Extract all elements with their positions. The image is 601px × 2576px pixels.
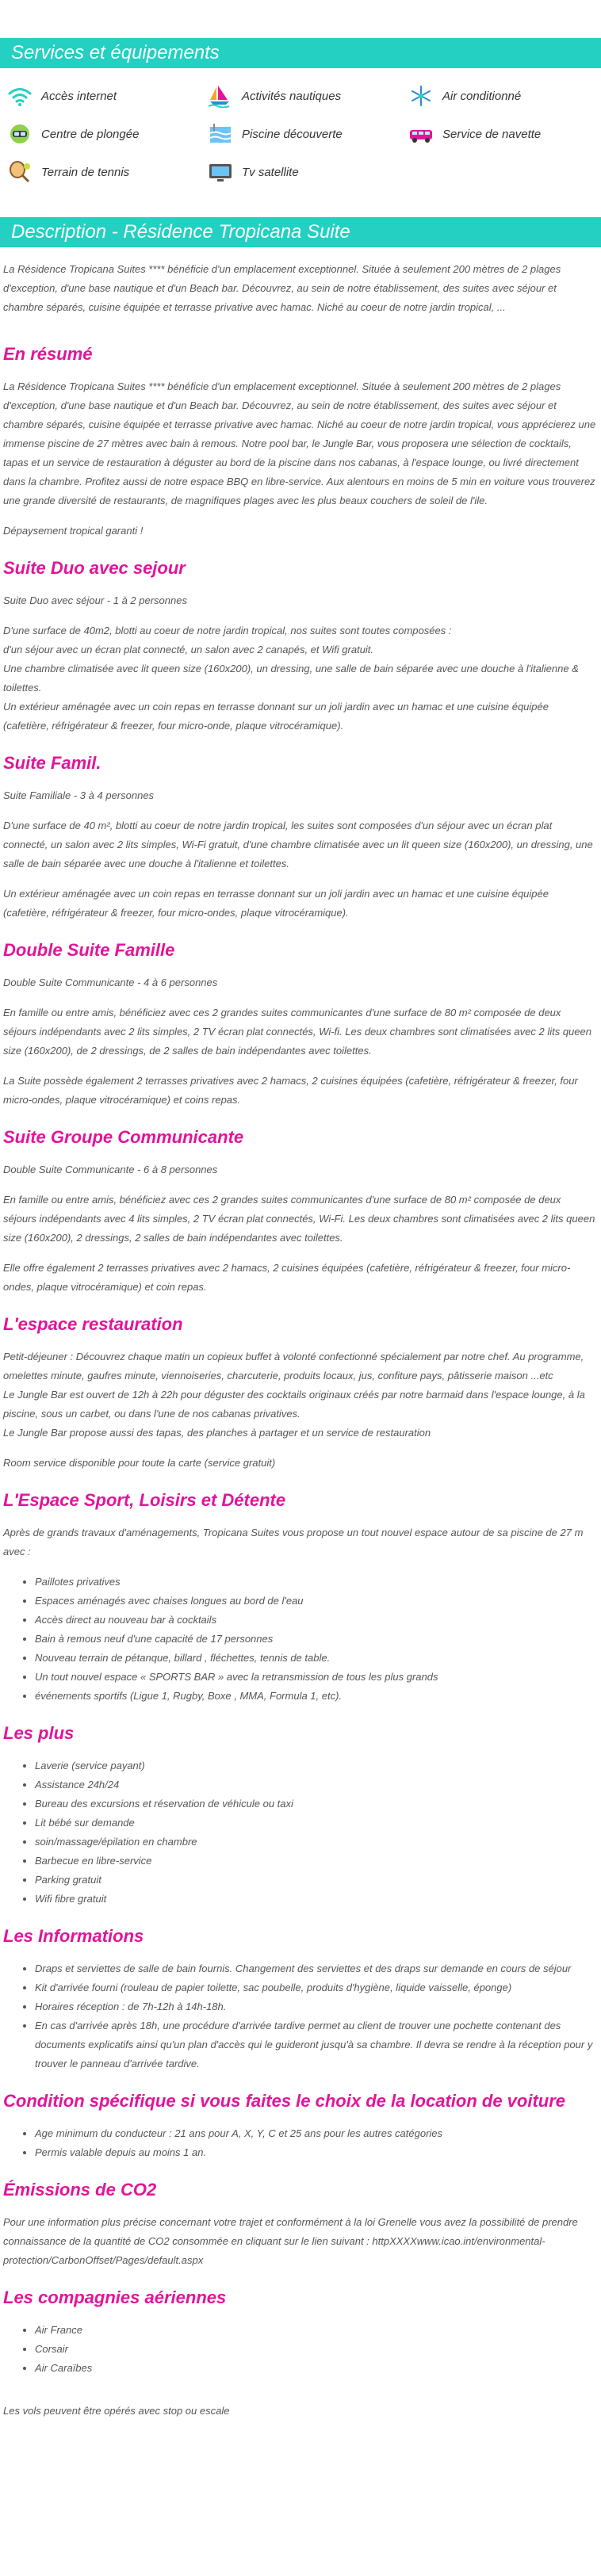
- service-item: [408, 122, 601, 146]
- services-banner: Services et équipements: [0, 38, 601, 68]
- paragraph-line: Un extérieur aménagée avec un coin repas en terrasse donnant sur un joli jardin avec un hamac et une cuisine équipée (cafetière, réfrigérateur & freezer, four micro-onde, plaque vitrocéramique).: [3, 701, 549, 732]
- diving-icon: [6, 122, 33, 146]
- section-suite-famil: [3, 751, 596, 923]
- paragraph-line: Le Jungle Bar est ouvert de 12h à 22h pour déguster des cocktails originaux créés par notre barmaid dans l'espace lounge, à la piscine, sous un carbet, ou dans l'une de nos cabanas privatives.: [3, 1389, 585, 1420]
- paragraph: D'une surface de 40 m², blotti au coeur de notre jardin tropical, les suites sont composées d'un séjour avec un écran plat connecté, un salon avec 2 lits simples, Wi-Fi gratuit, d'une chambre climatisée avec un lit queen size (160x200), un dressing, une salle de bain séparée avec une douche à l'italienne et toilettes.: [3, 820, 593, 869]
- list-item: • Air France: [35, 2321, 596, 2340]
- list-item: • Age minimum du conducteur : 21 ans pour A, X, Y, C et 25 ans pour les autres catégories: [35, 2124, 596, 2143]
- service-item: [207, 122, 408, 146]
- snowflake-icon: [408, 84, 434, 108]
- paragraph-line: Petit-déjeuner : Découvrez chaque matin un copieux buffet à volonté confectionné spécialement par notre chef. Au programme, omelettes minute, gaufres minute, viennoiseries, charcuterie, produits locaux, jus, confiture pays, pâtisserie maison ...etc: [3, 1351, 584, 1382]
- section-les-plus: [3, 1722, 596, 1909]
- list-item: • Air Caraïbes: [35, 2359, 596, 2378]
- list-item: • Barbecue en libre-service: [35, 1852, 596, 1871]
- service-label: Tv satellite: [242, 165, 299, 179]
- section-title: Suite Famil.: [3, 753, 101, 773]
- paragraph: Room service disponible pour toute la carte (service gratuit): [3, 1457, 276, 1469]
- section-title: Émissions de CO2: [3, 2180, 157, 2200]
- section-title: Les plus: [3, 1723, 75, 1743]
- paragraph-line: D'une surface de 40m2, blotti au coeur de notre jardin tropical, nos suites sont toutes composées :: [3, 625, 452, 636]
- paragraph: La Résidence Tropicana Suites **** bénéficie d'un emplacement exceptionnel. Située à seulement 200 mètres de 2 plages d'exception, d'une base nautique et d'un Beach bar. Découvrez, au sein de notre établissement, des suites avec séjour et chambre séparés, cuisine équipée et terrasse privative avec hamac. Niché au coeur de notre jardin tropical, vous apprécierez une immense piscine de 27 mètres avec bain à remous. Notre pool bar, le Jungle Bar, vous proposera une sélection de cocktails, tapas et un service de restauration à déguster au bord de la piscine dans nos cabanas, à l'espace lounge, ou livré directement dans la chambre. Profitez aussi de notre espace BBQ en libre-service. Aux alentours en moins de 5 min en voiture vous trouverez une grande diversité de restaurants, de magnifiques plages avec les plus beaux couchers de soleil de l'ile.: [3, 380, 596, 506]
- list-item: • Horaires réception : de 7h-12h à 14h-18h.: [35, 1997, 596, 2016]
- list-item: • Nouveau terrain de pétanque, billard , fléchettes, tennis de table.: [35, 1649, 596, 1668]
- description-banner: Description - Résidence Tropicana Suite: [0, 217, 601, 247]
- section-voiture: [3, 2089, 596, 2162]
- service-label: Terrain de tennis: [41, 165, 130, 179]
- list-item: • Draps et serviettes de salle de bain fournis. Changement des serviettes et des draps sur demande en cours de séjour: [35, 1959, 596, 1978]
- section-suite-groupe: [3, 1126, 596, 1297]
- section-title: Les compagnies aériennes: [3, 2287, 227, 2307]
- list-item: • Wifi fibre gratuit: [35, 1890, 596, 1909]
- section-sport: [3, 1489, 596, 1706]
- footer-note: Les vols peuvent être opérés avec stop ou escale: [3, 2405, 230, 2417]
- list-item: • Espaces aménagés avec chaises longues au bord de l'eau: [35, 1592, 596, 1611]
- section-title: Double Suite Famille: [3, 940, 175, 960]
- compagnies-list: [3, 2321, 596, 2378]
- list-item: • Lit bébé sur demande: [35, 1814, 596, 1833]
- section-compagnies: [3, 2286, 596, 2378]
- service-label: Service de navette: [442, 127, 542, 141]
- list-item: • Un tout nouvel espace « SPORTS BAR » avec la retransmission de tous les plus grands: [35, 1668, 596, 1687]
- informations-list: [3, 1959, 596, 2073]
- list-item: • Permis valable depuis au moins 1 an.: [35, 2143, 596, 2162]
- list-item: • Kit d'arrivée fourni (rouleau de papier toilette, sac poubelle, produits d'hygiène, liquide vaisselle, éponge): [35, 1978, 596, 1997]
- section-title: Suite Duo avec sejour: [3, 558, 186, 578]
- list-item: • Parking gratuit: [35, 1871, 596, 1890]
- service-item: [408, 84, 601, 108]
- service-item: [6, 122, 207, 146]
- service-item: [207, 84, 408, 108]
- list-item: • Accès direct au nouveau bar à cocktails: [35, 1611, 596, 1630]
- paragraph: Dépaysement tropical garanti !: [3, 525, 144, 537]
- section-subtitle: Suite Familiale - 3 à 4 personnes: [3, 789, 155, 801]
- services-grid: [0, 68, 601, 201]
- paragraph: En famille ou entre amis, bénéficiez avec ces 2 grandes suites communicantes d'une surface de 80 m² composée de deux séjours indépendants avec 4 lits simples, 2 TV écran plat connectés, Wi-Fi. Les deux chambres sont climatisées avec 2 lits queen size (160x200), 2 dressings, 2 salles de bain indépendantes avec toilettes.: [3, 1194, 595, 1244]
- paragraph-line: d'un séjour avec un écran plat connecté, un salon avec 2 canapés, et Wifi gratuit.: [3, 644, 374, 655]
- voiture-list: [3, 2124, 596, 2162]
- section-resume: [3, 342, 596, 541]
- section-informations: [3, 1924, 596, 2073]
- paragraph: Après de grands travaux d'aménagements, Tropicana Suites vous propose un tout nouvel espace autour de sa piscine de 27 m avec :: [3, 1527, 584, 1557]
- wifi-icon: [6, 84, 33, 108]
- section-subtitle: Suite Duo avec séjour - 1 à 2 personnes: [3, 594, 187, 606]
- tv-icon: [207, 160, 234, 184]
- shuttle-icon: [408, 122, 434, 146]
- section-title: L'espace restauration: [3, 1314, 183, 1334]
- section-title: Les Informations: [3, 1926, 144, 1946]
- paragraph: Un extérieur aménagée avec un coin repas en terrasse donnant sur un joli jardin avec un hamac et une cuisine équipée (cafetière, réfrigérateur & freezer, four micro-ondes, plaque vitrocéramique).: [3, 888, 549, 919]
- service-label: Air conditionné: [442, 89, 522, 103]
- service-label: Activités nautiques: [242, 89, 342, 103]
- paragraph: Elle offre également 2 terrasses privatives avec 2 hamacs, 2 cuisines équipées (cafetière, réfrigérateur & freezer, four micro-ondes, plaque vitrocéramique) et coin repas.: [3, 1262, 571, 1293]
- nautical-icon: [207, 84, 234, 108]
- section-title: En résumé: [3, 344, 93, 364]
- service-label: Centre de plongée: [41, 127, 140, 141]
- list-item: • Assistance 24h/24: [35, 1775, 596, 1794]
- paragraph-line: Le Jungle Bar propose aussi des tapas, des planches à partager et un service de restauration: [3, 1427, 431, 1439]
- list-item: • Paillotes privatives: [35, 1573, 596, 1592]
- service-item: [207, 160, 408, 184]
- section-subtitle: Double Suite Communicante - 6 à 8 personnes: [3, 1164, 218, 1175]
- section-restauration: [3, 1313, 596, 1473]
- list-item: • soin/massage/épilation en chambre: [35, 1833, 596, 1852]
- paragraph: En famille ou entre amis, bénéficiez avec ces 2 grandes suites communicantes d'une surface de 80 m² composée de deux séjours indépendants avec 2 lits simples, 2 TV écran plat connectés, Wi-fi. Les deux chambres sont climatisées avec 2 lits queen size (160x200), de 2 dressings, de 2 salles de bain indépendantes avec toilettes.: [3, 1007, 591, 1057]
- section-suite-duo: [3, 556, 596, 736]
- section-subtitle: Double Suite Communicante - 4 à 6 personnes: [3, 977, 218, 988]
- sport-list: [3, 1573, 596, 1706]
- list-item: • Laverie (service payant): [35, 1756, 596, 1775]
- list-item: • Bureau des excursions et réservation de véhicule ou taxi: [35, 1794, 596, 1814]
- section-title: Condition spécifique si vous faites le choix de la location de voiture: [3, 2091, 566, 2111]
- service-label: Piscine découverte: [242, 127, 343, 141]
- section-double-suite: [3, 938, 596, 1110]
- service-label: Accès internet: [41, 89, 117, 103]
- paragraph: La Suite possède également 2 terrasses privatives avec 2 hamacs, 2 cuisines équipées (cafetière, réfrigérateur & freezer, four micro-ondes, plaque vitrocéramique) et coins repas.: [3, 1075, 578, 1106]
- service-item: [6, 84, 207, 108]
- co2-link-text: Pour une information plus précise concernant votre trajet et conformément à la loi Grenelle vous avez la possibilité de prendre connaissance de la quantité de CO2 consommée en cliquant sur le lien suivant : httpXXXXwww.icao.int/environmental-protection/CarbonOffset/Pages/default.aspx: [3, 2216, 578, 2266]
- list-item: • événements sportifs (Ligue 1, Rugby, Boxe , MMA, Formula 1, etc).: [35, 1687, 596, 1706]
- description-content: [0, 247, 601, 2436]
- paragraph-line: Une chambre climatisée avec lit queen size (160x200), un dressing, une salle de bain séparée avec une douche à l'italienne & toilettes.: [3, 663, 579, 694]
- list-item: • En cas d'arrivée après 18h, une procédure d'arrivée tardive permet au client de trouver une pochette contenant des documents explicatifs ainsi qu'un plan d'accès qui le guideront jusqu'à sa chambre. Il devra se rendre à la réception pour y trouver le panneau d'arrivée tardive.: [35, 2016, 596, 2073]
- list-item: • Bain à remous neuf d'une capacité de 17 personnes: [35, 1630, 596, 1649]
- section-co2: [3, 2178, 596, 2270]
- section-title: Suite Groupe Communicante: [3, 1127, 244, 1147]
- service-item: [6, 160, 207, 184]
- list-item: • Corsair: [35, 2340, 596, 2359]
- pool-icon: [207, 122, 234, 146]
- intro-text: La Résidence Tropicana Suites **** bénéficie d'un emplacement exceptionnel. Située à seulement 200 mètres de 2 plages d'exception, d'une base nautique et d'un Beach bar. Découvrez, au sein de notre établissement, des suites avec séjour et chambre séparés, cuisine équipée et terrasse privative avec hamac. Niché au coeur de notre jardin tropical, ...: [3, 263, 561, 313]
- section-title: L'Espace Sport, Loisirs et Détente: [3, 1490, 286, 1510]
- plus-list: [3, 1756, 596, 1909]
- tennis-icon: [6, 160, 33, 184]
